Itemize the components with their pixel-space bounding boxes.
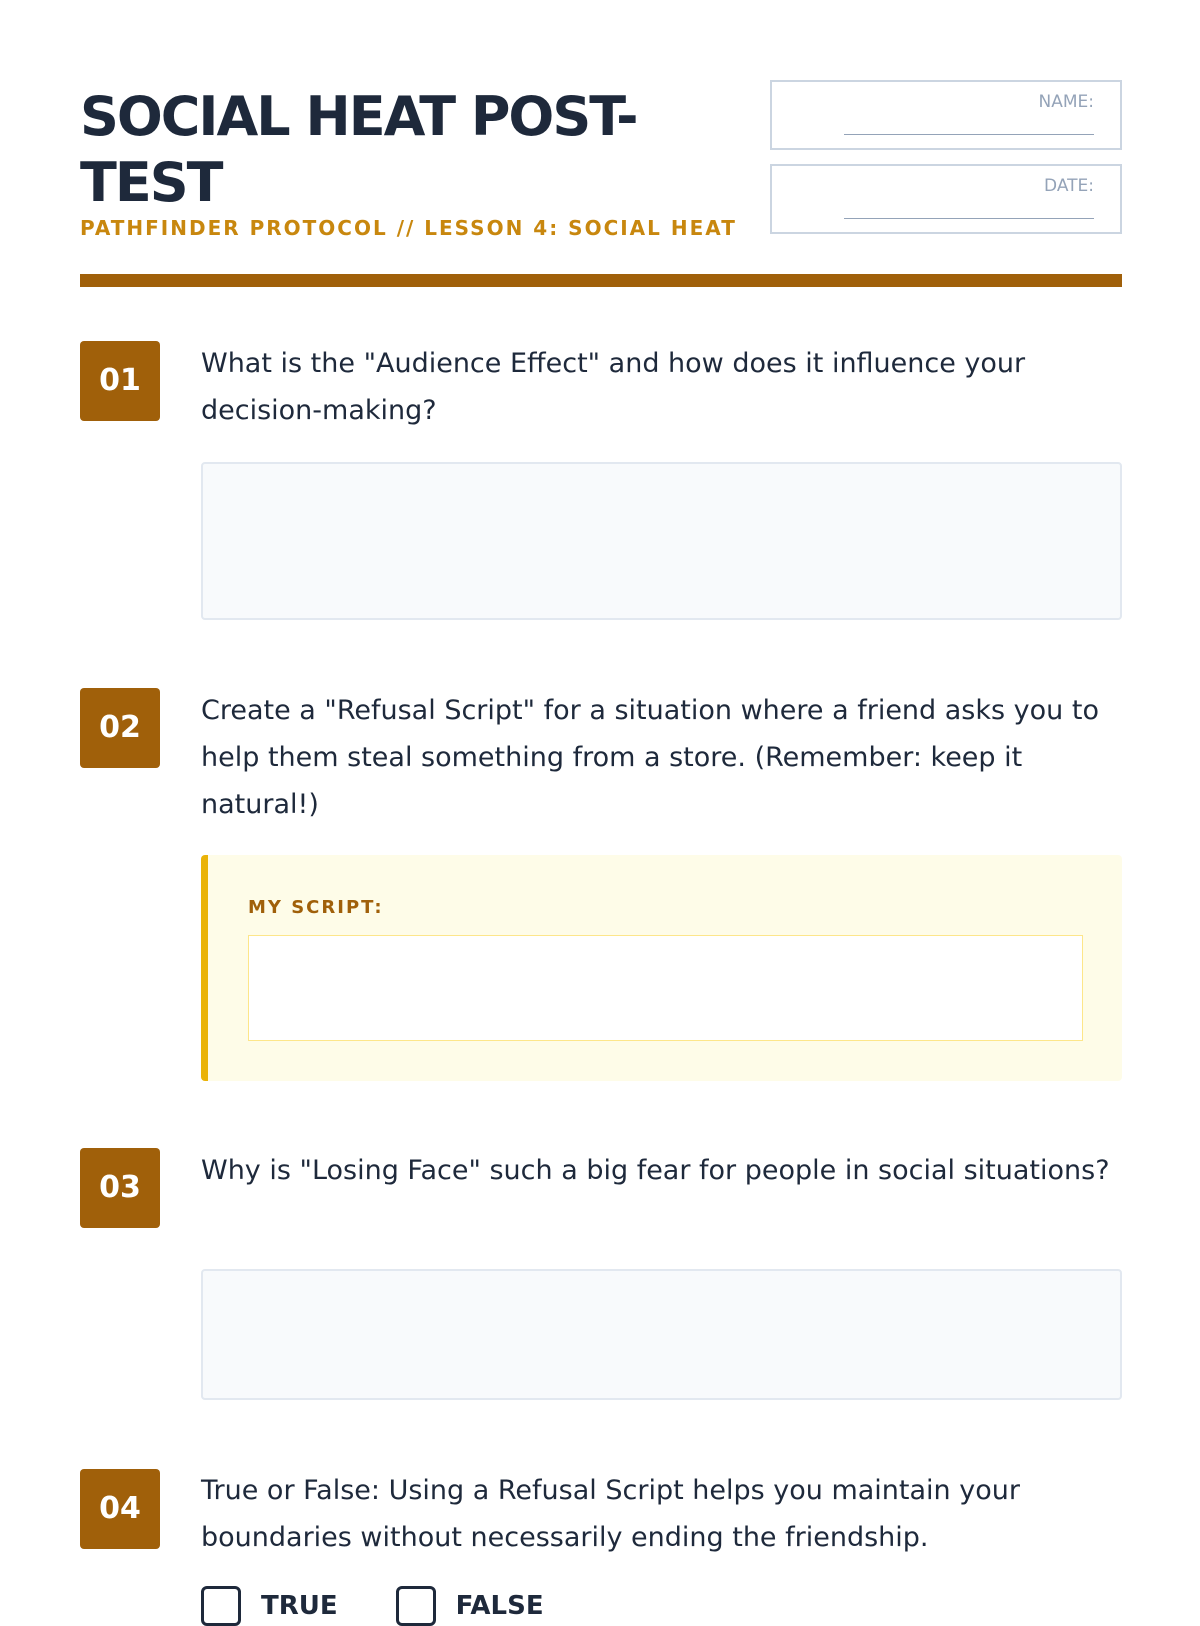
option-true[interactable] — [201, 1586, 338, 1626]
question-number-03: 03 — [80, 1148, 160, 1228]
question-text-01: What is the "Audience Effect" and how does it influence your decision-making? — [201, 348, 1026, 426]
question-text-02: Create a "Refusal Script" for a situation where a friend asks you to help them steal something from a store. (Remember: keep it natural!) — [201, 695, 1099, 820]
option-true-label: TRUE — [261, 1591, 338, 1621]
date-label: DATE: — [1044, 176, 1094, 196]
name-line — [844, 134, 1094, 135]
checkbox-false[interactable] — [396, 1586, 436, 1626]
script-label: MY SCRIPT: — [248, 897, 384, 918]
checkbox-true[interactable] — [201, 1586, 241, 1626]
page-title: SOCIAL HEAT POST-TEST — [80, 85, 637, 214]
date-line — [844, 218, 1094, 219]
page-subtitle: PATHFINDER PROTOCOL // LESSON 4: SOCIAL HEAT — [80, 216, 737, 240]
question-number-04: 04 — [80, 1469, 160, 1549]
option-false-label: FALSE — [455, 1591, 544, 1621]
true-false-options — [201, 1586, 544, 1626]
question-number-01: 01 — [80, 341, 160, 421]
header-divider — [80, 274, 1122, 287]
question-text-04: True or False: Using a Refusal Script helps you maintain your boundaries without necessarily ending the friendship. — [201, 1475, 1020, 1553]
answer-box-01[interactable] — [201, 462, 1122, 620]
name-label: NAME: — [1038, 92, 1094, 112]
script-panel — [201, 855, 1122, 1081]
answer-box-03[interactable] — [201, 1269, 1122, 1400]
date-field[interactable] — [770, 164, 1122, 234]
script-input[interactable] — [248, 935, 1083, 1041]
question-text-03: Why is "Losing Face" such a big fear for people in social situations? — [201, 1155, 1110, 1186]
option-false[interactable] — [396, 1586, 544, 1626]
question-number-02: 02 — [80, 688, 160, 768]
name-field[interactable] — [770, 80, 1122, 150]
